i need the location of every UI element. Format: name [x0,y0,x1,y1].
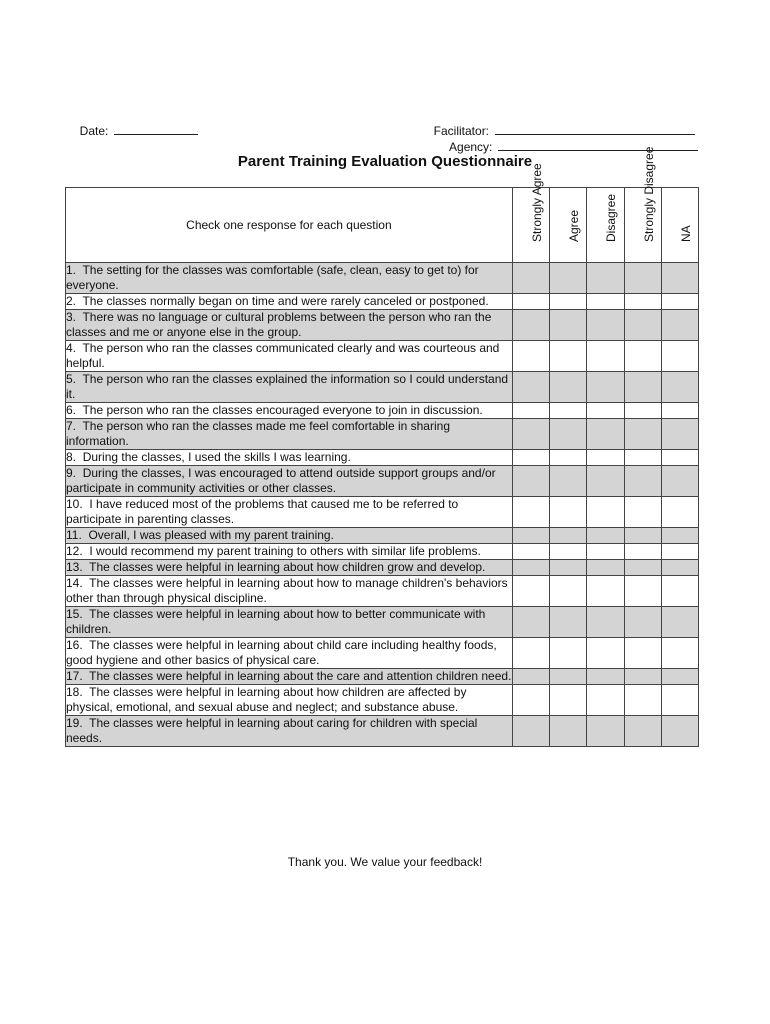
question-number: 18. [66,685,83,699]
response-cell-agree[interactable] [550,685,587,716]
response-cell-agree[interactable] [550,450,587,466]
response-cell-agree[interactable] [550,263,587,294]
response-cell-strongly-disagree[interactable] [624,341,661,372]
question-cell [66,466,513,497]
question-text: The person who ran the classes explained the information so I could understand it. [66,372,509,401]
thank-you-note: Thank you. We value your feedback! [287,855,483,869]
response-cell-disagree[interactable] [587,607,624,638]
response-cell-strongly-disagree[interactable] [624,403,661,419]
response-cell-strongly-disagree[interactable] [624,669,661,685]
question-text: Overall, I was pleased with my parent training. [88,528,334,542]
response-cell-na[interactable] [661,716,698,747]
response-cell-na[interactable] [661,403,698,419]
question-text: The person who ran the classes communicated clearly and was courteous and helpful. [66,341,500,370]
question-text: The classes were helpful in learning about how children grow and develop. [89,560,486,574]
response-cell-strongly-disagree[interactable] [624,310,661,341]
question-text: The classes were helpful in learning about how to manage children's behaviors other than through physical discipline. [66,576,508,605]
question-cell [66,544,513,560]
response-cell-disagree[interactable] [587,341,624,372]
response-cell-strongly-agree[interactable] [512,685,549,716]
question-text: I would recommend my parent training to others with similar life problems. [89,544,481,558]
response-cell-agree[interactable] [550,294,587,310]
question-text: During the classes, I used the skills I was learning. [82,450,351,464]
question-text: The setting for the classes was comfortable (safe, clean, easy to get to) for everyone. [66,263,479,292]
response-cell-agree[interactable] [550,607,587,638]
table-row [66,403,699,419]
question-number: 3. [66,310,77,324]
table-row [66,310,699,341]
response-cell-strongly-agree[interactable] [512,560,549,576]
table-header-row [66,188,699,263]
header-strongly-disagree: Strongly Disagree [624,188,661,263]
question-number: 14. [66,576,83,590]
table-row [66,528,699,544]
response-cell-na[interactable] [661,341,698,372]
response-cell-strongly-disagree[interactable] [624,716,661,747]
response-cell-disagree[interactable] [587,528,624,544]
question-text: The classes were helpful in learning about how children are affected by physical, emotional, and sexual abuse and neglect; and substance abuse. [66,685,467,714]
response-cell-strongly-agree[interactable] [512,263,549,294]
response-cell-na[interactable] [661,638,698,669]
question-cell [66,372,513,403]
response-cell-strongly-agree[interactable] [512,497,549,528]
agency-blank[interactable] [498,138,698,151]
table-row [66,341,699,372]
response-cell-disagree[interactable] [587,263,624,294]
table-row [66,607,699,638]
question-number: 12. [66,544,83,558]
response-cell-strongly-agree[interactable] [512,294,549,310]
table-row [66,294,699,310]
response-cell-disagree[interactable] [587,372,624,403]
question-cell [66,685,513,716]
question-number: 8. [66,450,77,464]
response-cell-disagree[interactable] [587,419,624,450]
response-cell-na[interactable] [661,669,698,685]
response-cell-strongly-agree[interactable] [512,607,549,638]
question-text: There was no language or cultural problems between the person who ran the classes and me or anyone else in the group. [66,310,492,339]
question-cell [66,450,513,466]
header-strongly-agree: Strongly Agree [512,188,549,263]
response-cell-strongly-disagree[interactable] [624,685,661,716]
question-cell [66,716,513,747]
response-cell-disagree[interactable] [587,560,624,576]
response-cell-strongly-agree[interactable] [512,372,549,403]
question-cell [66,669,513,685]
question-cell [66,497,513,528]
table-row [66,544,699,560]
question-cell [66,576,513,607]
date-blank[interactable] [114,122,198,135]
response-cell-disagree[interactable] [587,685,624,716]
response-cell-strongly-disagree[interactable] [624,528,661,544]
response-cell-na[interactable] [661,310,698,341]
response-cell-agree[interactable] [550,560,587,576]
question-number: 11. [66,528,82,542]
question-number: 13. [66,560,83,574]
response-cell-strongly-disagree[interactable] [624,372,661,403]
response-cell-agree[interactable] [550,528,587,544]
header-agree: Agree [550,188,587,263]
date-label: Date: [79,124,109,138]
response-cell-agree[interactable] [550,716,587,747]
response-cell-strongly-disagree[interactable] [624,466,661,497]
facilitator-label: Facilitator: [433,124,490,138]
table-row [66,263,699,294]
response-cell-strongly-disagree[interactable] [624,607,661,638]
question-text: The classes were helpful in learning about the care and attention children need. [89,669,512,683]
question-cell [66,528,513,544]
question-number: 9. [66,466,77,480]
header-disagree: Disagree [587,188,624,263]
page-title: Parent Training Evaluation Questionnaire [237,153,533,170]
response-cell-disagree[interactable] [587,466,624,497]
response-cell-disagree[interactable] [587,403,624,419]
table-row [66,497,699,528]
question-number: 2. [66,294,77,308]
response-cell-strongly-disagree[interactable] [624,560,661,576]
response-cell-disagree[interactable] [587,497,624,528]
question-text: The classes normally began on time and were rarely canceled or postponed. [82,294,489,308]
response-cell-strongly-disagree[interactable] [624,294,661,310]
response-cell-agree[interactable] [550,403,587,419]
table-row [66,466,699,497]
table-row [66,372,699,403]
question-cell [66,607,513,638]
question-text: The classes were helpful in learning about caring for children with special needs. [66,716,478,745]
response-cell-strongly-disagree[interactable] [624,263,661,294]
agency-field [443,124,698,154]
response-cell-strongly-agree[interactable] [512,341,549,372]
question-number: 1. [66,263,77,277]
table-row [66,450,699,466]
table-row [66,560,699,576]
question-number: 6. [66,403,77,417]
table-row [66,669,699,685]
response-cell-strongly-agree[interactable] [512,669,549,685]
question-number: 10. [66,497,83,511]
question-text: During the classes, I was encouraged to attend outside support groups and/or participate in community activities or other classes. [66,466,496,495]
header-na: NA [661,188,698,263]
response-cell-na[interactable] [661,560,698,576]
response-cell-disagree[interactable] [587,544,624,560]
response-cell-na[interactable] [661,685,698,716]
response-cell-na[interactable] [661,419,698,450]
response-cell-strongly-agree[interactable] [512,466,549,497]
response-cell-agree[interactable] [550,419,587,450]
response-cell-strongly-agree[interactable] [512,450,549,466]
response-cell-strongly-agree[interactable] [512,419,549,450]
question-number: 5. [66,372,77,386]
response-cell-disagree[interactable] [587,310,624,341]
response-cell-agree[interactable] [550,372,587,403]
question-number: 7. [66,419,77,433]
question-cell [66,638,513,669]
response-cell-na[interactable] [661,576,698,607]
response-cell-na[interactable] [661,607,698,638]
response-cell-strongly-agree[interactable] [512,638,549,669]
response-cell-disagree[interactable] [587,638,624,669]
question-rows [66,263,699,747]
agency-label: Agency: [449,140,493,154]
question-text: The person who ran the classes made me feel comfortable in sharing information. [66,419,450,448]
response-cell-strongly-disagree[interactable] [624,638,661,669]
table-row [66,638,699,669]
question-cell [66,560,513,576]
response-cell-disagree[interactable] [587,669,624,685]
question-cell [66,341,513,372]
response-cell-agree[interactable] [550,466,587,497]
response-cell-strongly-disagree[interactable] [624,544,661,560]
response-cell-strongly-disagree[interactable] [624,576,661,607]
table-row [66,685,699,716]
response-cell-agree[interactable] [550,544,587,560]
question-number: 15. [66,607,83,621]
question-cell [66,419,513,450]
response-cell-disagree[interactable] [587,716,624,747]
response-cell-na[interactable] [661,294,698,310]
response-cell-na[interactable] [661,450,698,466]
response-cell-na[interactable] [661,466,698,497]
response-cell-disagree[interactable] [587,576,624,607]
question-number: 19. [66,716,83,730]
question-text: I have reduced most of the problems that caused me to be referred to participate in parenting classes. [66,497,459,526]
response-cell-na[interactable] [661,263,698,294]
question-text: The classes were helpful in learning about how to better communicate with children. [66,607,486,636]
response-cell-agree[interactable] [550,638,587,669]
question-cell [66,310,513,341]
response-cell-strongly-agree[interactable] [512,528,549,544]
response-cell-agree[interactable] [550,669,587,685]
table-row [66,716,699,747]
response-cell-na[interactable] [661,544,698,560]
response-cell-agree[interactable] [550,576,587,607]
response-cell-strongly-agree[interactable] [512,310,549,341]
question-number: 17. [66,669,83,683]
table-row [66,576,699,607]
response-cell-strongly-agree[interactable] [512,576,549,607]
response-cell-strongly-disagree[interactable] [624,450,661,466]
instruction-header: Check one response for each question [66,188,513,263]
table-row [66,419,699,450]
response-cell-strongly-agree[interactable] [512,403,549,419]
response-cell-strongly-disagree[interactable] [624,419,661,450]
response-cell-na[interactable] [661,528,698,544]
date-field [73,108,198,138]
response-cell-strongly-agree[interactable] [512,716,549,747]
question-cell [66,403,513,419]
response-cell-agree[interactable] [550,310,587,341]
response-cell-agree[interactable] [550,341,587,372]
question-cell [66,263,513,294]
response-cell-strongly-disagree[interactable] [624,497,661,528]
response-cell-strongly-agree[interactable] [512,544,549,560]
response-cell-na[interactable] [661,497,698,528]
response-cell-disagree[interactable] [587,294,624,310]
response-cell-disagree[interactable] [587,450,624,466]
question-text: The person who ran the classes encouraged everyone to join in discussion. [82,403,483,417]
response-cell-na[interactable] [661,372,698,403]
response-cell-agree[interactable] [550,497,587,528]
question-number: 16. [66,638,83,652]
question-cell [66,294,513,310]
question-number: 4. [66,341,77,355]
question-text: The classes were helpful in learning about child care including healthy foods, good hygiene and other basics of physical care. [66,638,497,667]
